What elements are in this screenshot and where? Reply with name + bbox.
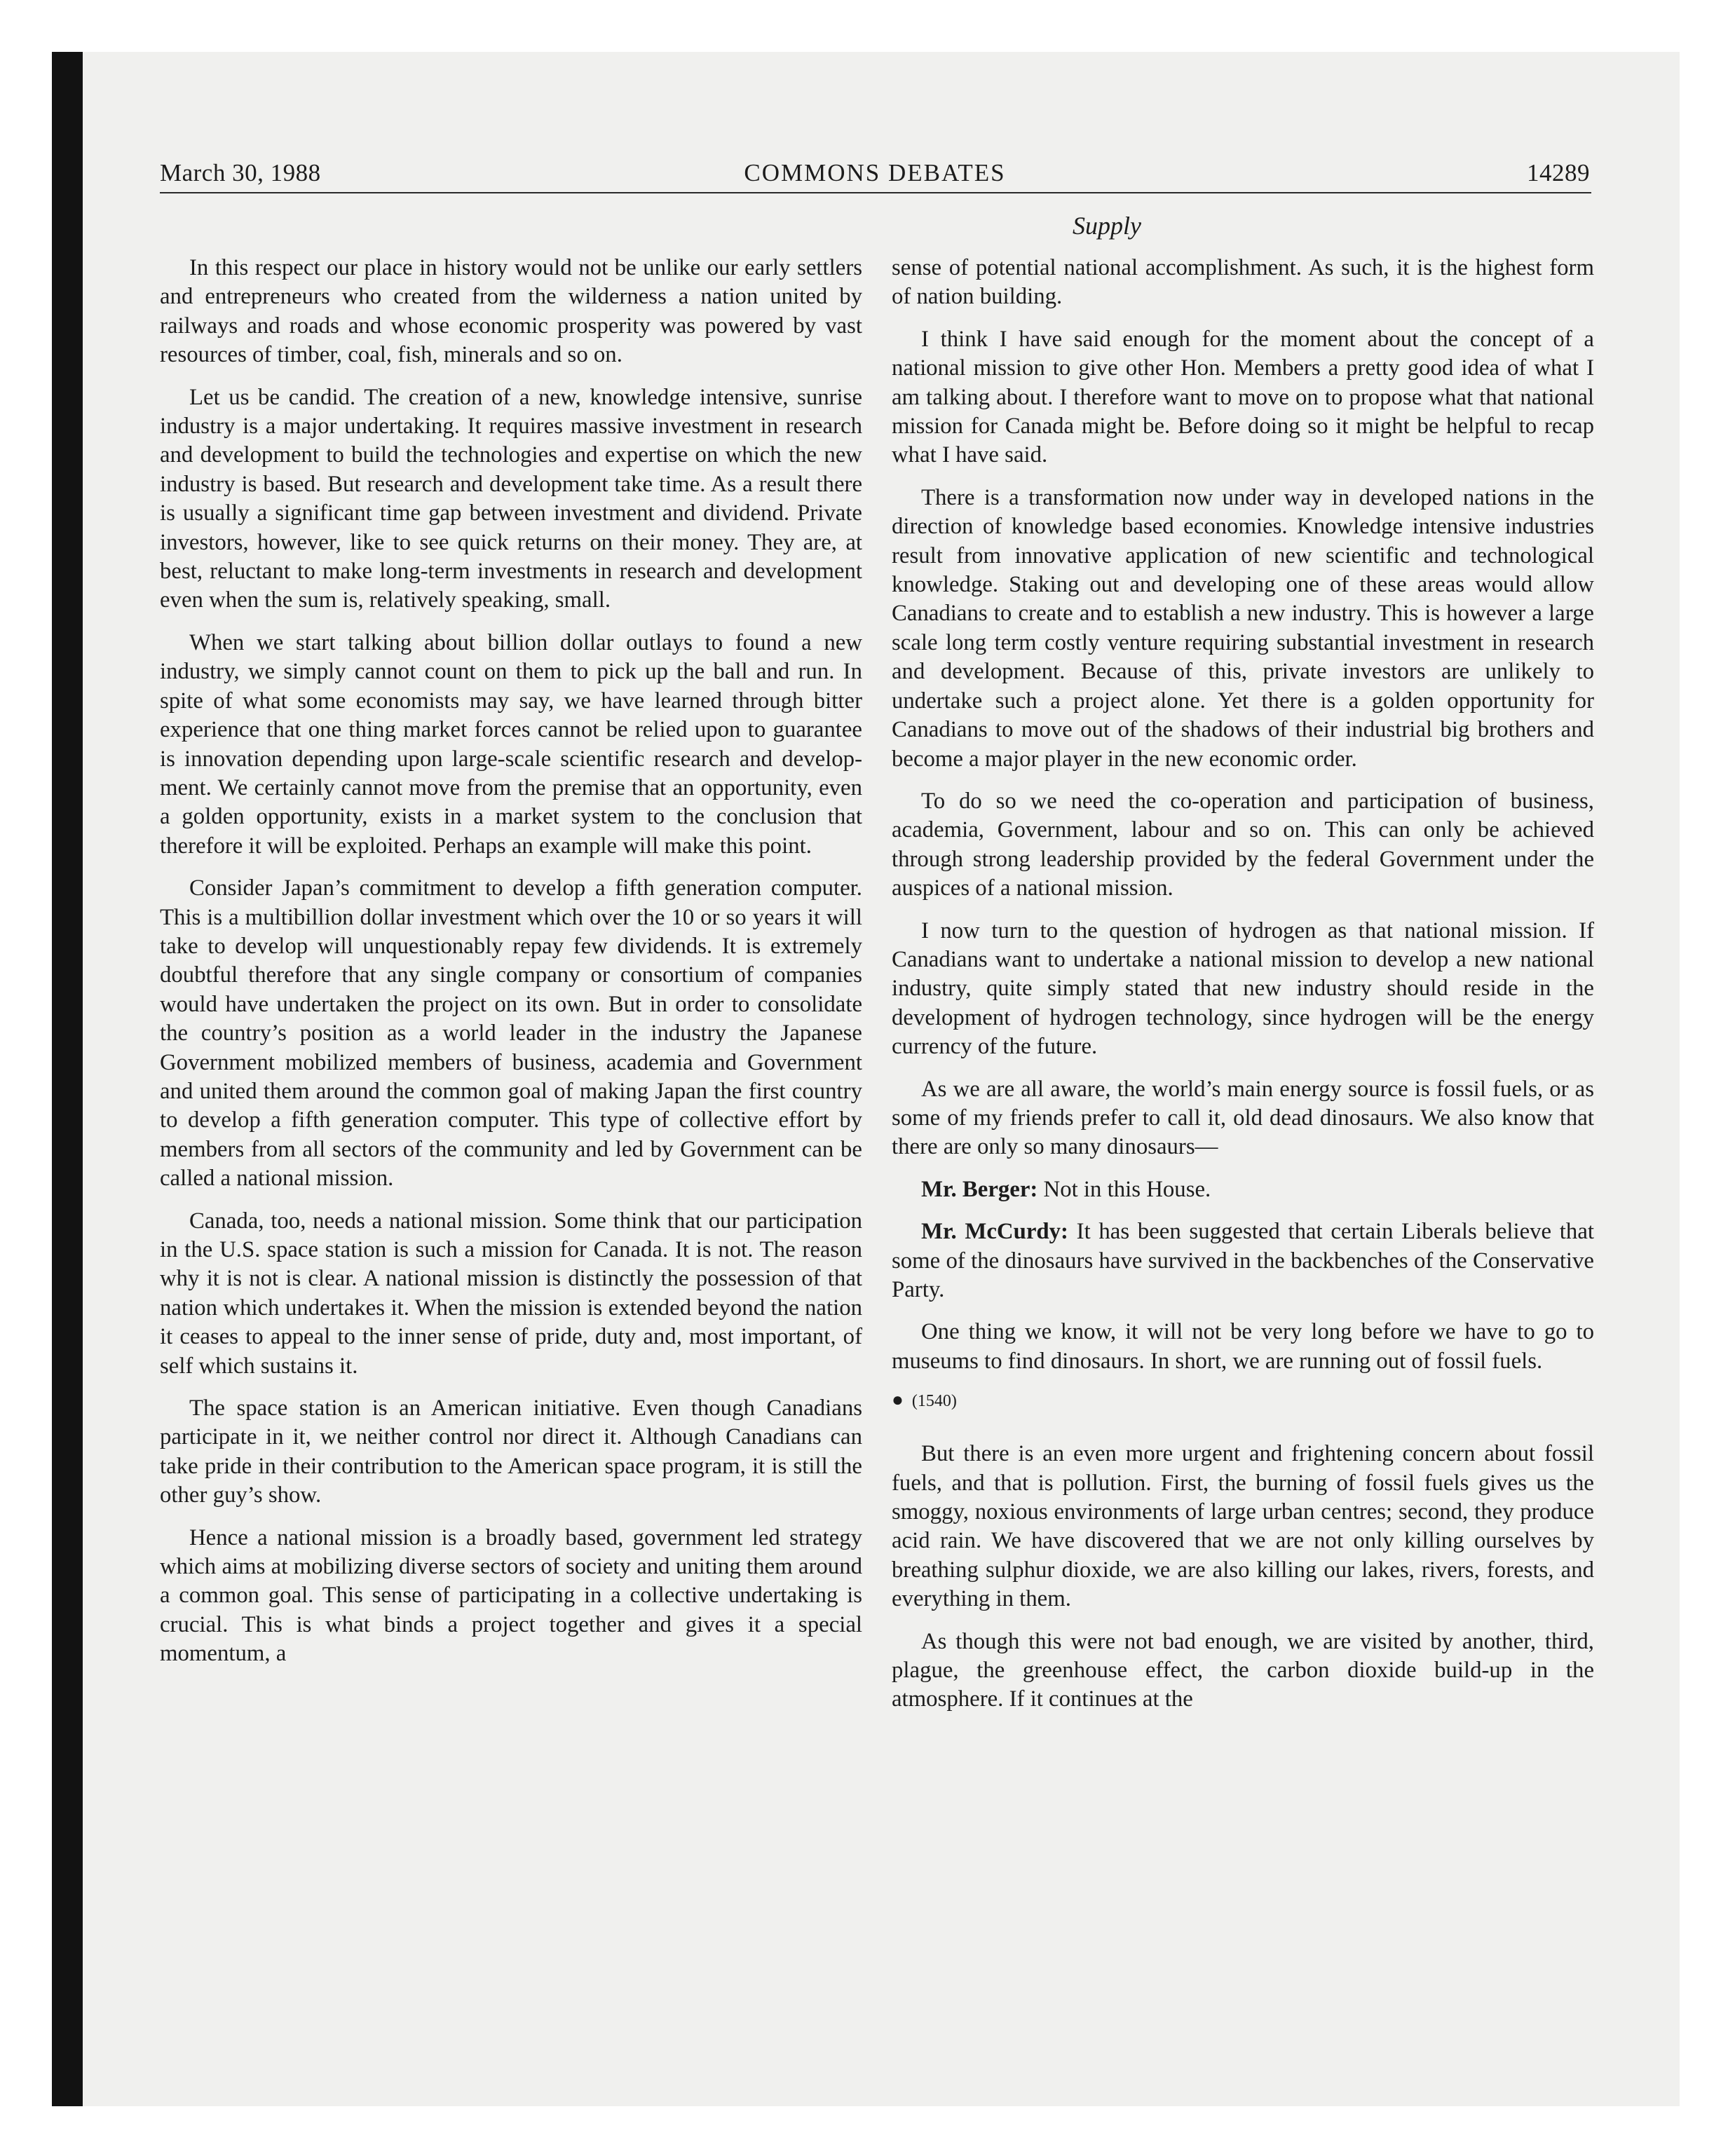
left-column <box>160 254 862 1682</box>
bullet-icon: ● <box>892 1389 904 1412</box>
interjection-text: Not in this House. <box>1037 1176 1211 1202</box>
paragraph: To do so we need the co-operation and participation of business, academia, Government, labour and so on. This can only be achieved through strong leadership provided by the federal Government under the auspices of a national mission. <box>892 788 1594 901</box>
paragraph: Let us be candid. The creation of a new, knowledge intensive, sunrise industry is a major undertaking. It requires massive investment in research and development to build the technologies and expertise on which the new industry is based. But research and development take time. As a result there is usually a significant time gap between investment and dividend. Private investors, however, like to see quick returns on their money. They are, at best, reluctant to make long-term investments in research and development even when the sum is, relatively speaking, small. <box>160 384 862 613</box>
interjection <box>892 1217 1594 1304</box>
continued-paragraph: sense of potential national accomplishment. As such, it is the highest form of nation building. <box>892 255 1594 310</box>
paragraph: When we start talking about billion dollar outlays to found a new industry, we simply cannot count on them to pick up the ball and run. In spite of what some economists may say, we have learned through bitter experience that one thing market forces cannot be relied upon to guarantee is innovation depending upon large-scale scientific research and development. We certainly cannot move from the premise that an opportunity, even a golden opportunity, exists in a market system to the conclusion that therefore it will be exploited. Perhaps an example will make this point. <box>160 629 862 859</box>
section-label: Supply <box>1073 212 1141 240</box>
paragraph: The space station is an American initiative. Even though Canadians participate in it, we neither control nor direct it. Although Canadians can take pride in their contribution to the American space program, it is still the other guy’s show. <box>160 1396 862 1508</box>
right-column <box>892 254 1594 1728</box>
time-marker <box>892 1390 1594 1412</box>
paragraph: Canada, too, needs a national mission. Some think that our participation in the U.S. space station is such a mission for Canada. It is not. The reason why it is not is clear. A national mission is distinctly the possession of that nation which undertakes it. When the mission is extended beyond the nation it ceases to appeal to the inner sense of pride, duty and, most important, of self which sustains it. <box>160 1208 862 1379</box>
header-title: COMMONS DEBATES <box>744 159 1006 186</box>
header-rule <box>160 192 1591 193</box>
paragraph: As though this were not bad enough, we are visited by another, third, plague, the greenhouse effect, the carbon dioxide build-up in the atmosphere. If it continues at the <box>892 1628 1594 1712</box>
paragraph: In this respect our place in history would not be unlike our early settlers and entrepreneurs who created from the wilderness a nation united by railways and roads and whose economic prosperity was powered by vast resources of timber, coal, fish, minerals and so on. <box>160 255 862 368</box>
paragraph: One thing we know, it will not be very long before we have to go to museums to find dinosaurs. In short, we are running out of fossil fuels. <box>892 1319 1594 1374</box>
paragraph: Consider Japan’s commitment to develop a fifth generation computer. This is a multibillion dollar investment which over the 10 or so years it will take to develop will unquestionably repay few dividends. It is extremely doubtful therefore that any single company or consortium of companies would have undertaken the project on its own. But in order to consolidate the country’s position as a world leader in the industry the Japanese Government mobilized members of business, academia and Government and united them around the common goal of making Japan the first country to develop a fifth generation computer. This type of collective effort by members from all sectors of the community and led by Government can be called a national mission. <box>160 875 862 1192</box>
paragraph: I now turn to the question of hydrogen as that national mission. If Canadians want to undertake a national mission to develop a new national industry, quite simply stated that new industry should reside in the development of hydrogen technology, since hydrogen will be the energy currency of the future. <box>892 917 1594 1060</box>
speaker-name: Mr. Berger: <box>921 1176 1038 1202</box>
interjection-text: It has been suggested that certain Liberals believe that some of the dinosaurs have survived in the backbenches of the Conservative Party. <box>892 1219 1594 1302</box>
paragraph: As we are all aware, the world’s main energy source is fossil fuels, or as some of my friends prefer to call it, old dead dinosaurs. We also know that there are only so many dinosaurs— <box>892 1076 1594 1160</box>
paragraph: There is a transformation now under way in developed nations in the direction of knowledge based economies. Knowledge intensive industries result from innovative application of new scientific and technological knowledge. Staking out and developing one of these areas would allow Canadians to create and to establish a new industry. This is however a large scale long term costly venture requiring substantial investment in research and development. Because of this, private investors are unlikely to undertake such a project alone. Yet there is a golden opportunity for Canadians to move out of the shadows of their industrial big brothers and become a major player in the new economic order. <box>892 484 1594 772</box>
header-page-number: 14289 <box>1527 159 1590 186</box>
paragraph: Hence a national mission is a broadly based, government led strategy which aims at mobilizing diverse sectors of society and uniting them around a common goal. This sense of participating in a collective undertaking is crucial. This is what binds a project together and gives it a special momentum, a <box>160 1524 862 1667</box>
speaker-name: Mr. McCurdy: <box>921 1219 1068 1245</box>
binding-edge <box>52 52 83 2106</box>
running-header <box>160 156 1590 191</box>
time-stamp: (1540) <box>911 1392 957 1411</box>
header-date: March 30, 1988 <box>160 159 321 186</box>
paragraph: But there is an even more urgent and frightening concern about fossil fuels, and that is pollution. First, the burning of fossil fuels gives us the smoggy, noxious environments of large urban centres; second, they produce acid rain. We have discovered that we are not only killing ourselves by breathing sulphur dioxide, we are also killing our lakes, rivers, forests, and everything in them. <box>892 1441 1594 1612</box>
interjection <box>892 1175 1594 1204</box>
paragraph: I think I have said enough for the moment about the concept of a national mission to give other Hon. Members a pretty good idea of what I am talking about. I therefore want to move on to propose what that national mission for Canada might be. Before doing so it might be helpful to recap what I have said. <box>892 326 1594 468</box>
